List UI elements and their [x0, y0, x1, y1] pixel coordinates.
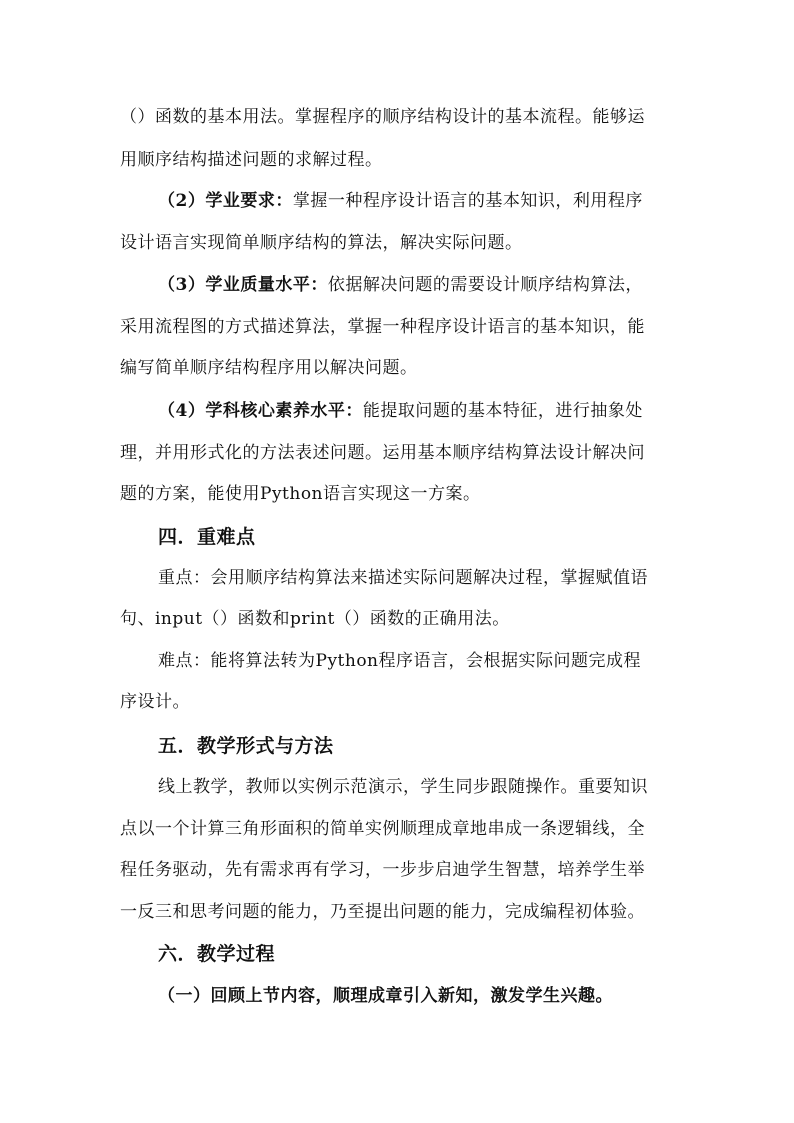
requirement-2-label: （2）学业要求： [158, 191, 293, 211]
text-line: 用顺序结构描述问题的求解过程。 [120, 150, 383, 170]
requirement-4-text: 能提取问题的基本特征，进行抽象处 [362, 401, 643, 421]
text-line: 一反三和思考问题的能力，乃至提出问题的能力，完成编程初体验。 [120, 902, 645, 922]
requirement-3 [158, 274, 718, 296]
section-heading: 六．教学过程 [158, 943, 276, 965]
key-point-label: 重点： [158, 568, 211, 588]
text-line: 理，并用形式化的方法表述问题。运用基本顺序结构算法设计解决问 [120, 443, 645, 463]
difficult-point-text: 能将算法转为Python程序语言，会根据实际问题完成程 [210, 651, 642, 671]
text-line: 采用流程图的方式描述算法，掌握一种程序设计语言的基本知识，能 [120, 317, 645, 337]
subsection-heading: （一）回顾上节内容，顺理成章引入新知，激发学生兴趣。 [158, 986, 613, 1006]
text-line: 编写简单顺序结构程序用以解决问题。 [120, 358, 418, 378]
requirement-2-text: 掌握一种程序设计语言的基本知识，利用程序 [292, 191, 643, 211]
text-line: 句、input（）函数和print（）函数的正确用法。 [120, 609, 510, 629]
section-heading: 四．重难点 [158, 526, 256, 548]
text-line: 设计语言实现简单顺序结构的算法，解决实际问题。 [120, 233, 523, 253]
text-line: 序设计。 [120, 692, 190, 712]
key-point-text: 会用顺序结构算法来描述实际问题解决过程，掌握赋值语 [210, 568, 648, 588]
text-line: （）函数的基本用法。掌握程序的顺序结构设计的基本流程。能够运 [120, 107, 645, 127]
text-line: 点以一个计算三角形面积的简单实例顺理成章地串成一条逻辑线，全 [120, 819, 645, 839]
requirement-3-label: （3）学业质量水平： [158, 275, 328, 295]
section-heading: 五．教学形式与方法 [158, 735, 334, 757]
requirement-4-label: （4）学科核心素养水平： [158, 401, 363, 421]
requirement-4 [158, 400, 718, 422]
key-point [158, 567, 718, 589]
requirement-3-text: 依据解决问题的需要设计顺序结构算法， [327, 275, 643, 295]
text-line: 题的方案，能使用Python语言实现这一方案。 [120, 484, 481, 504]
difficult-point [158, 650, 718, 672]
text-line: 线上教学，教师以实例示范演示，学生同步跟随操作。重要知识 [158, 777, 648, 797]
text-line: 程任务驱动，先有需求再有学习，一步步启迪学生智慧，培养学生举 [120, 860, 645, 880]
requirement-2 [158, 190, 718, 212]
difficult-point-label: 难点： [158, 651, 211, 671]
